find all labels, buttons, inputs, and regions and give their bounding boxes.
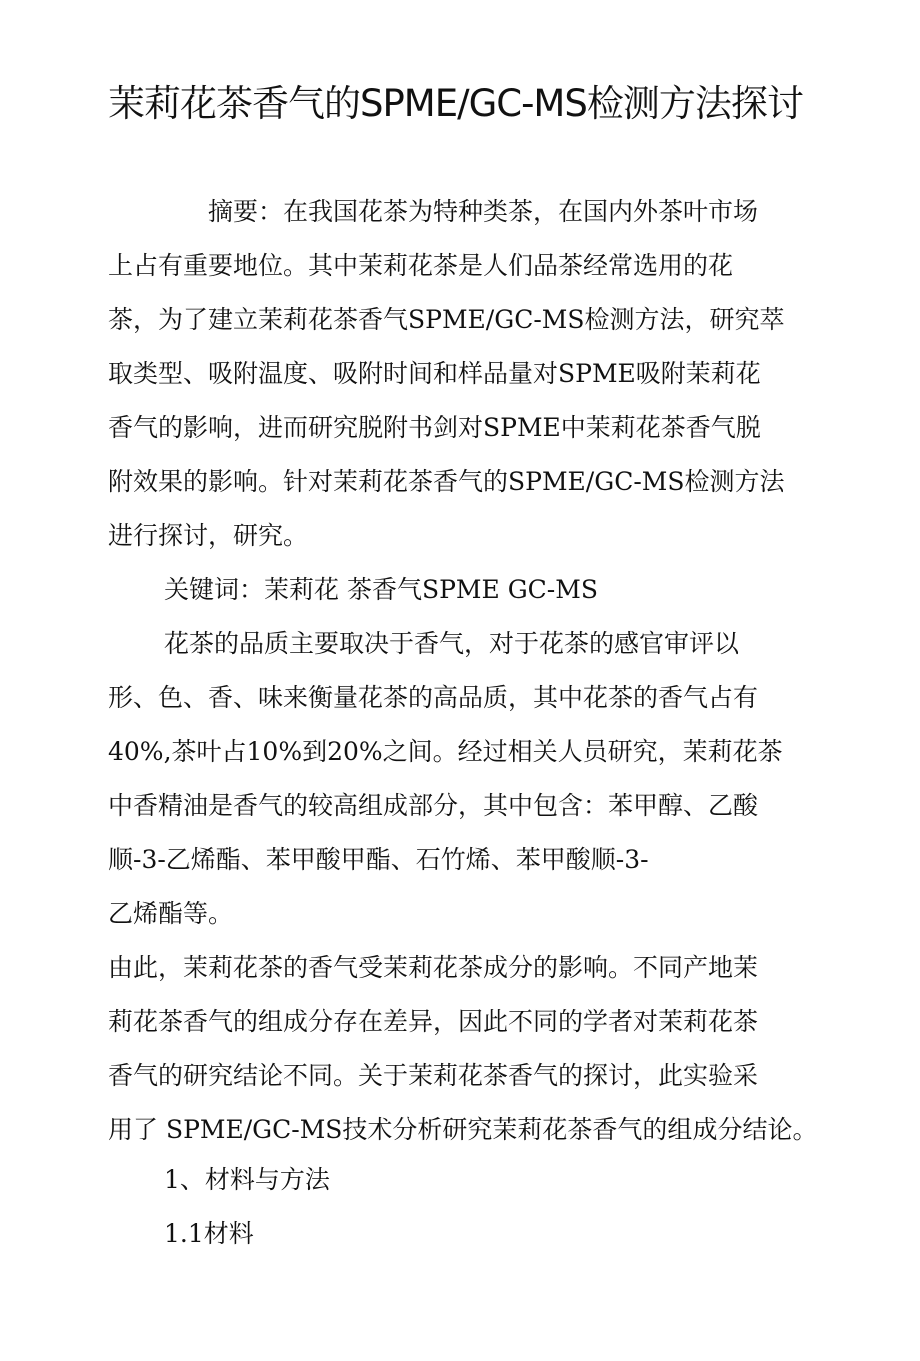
body-line: 莉花茶香气的组成分存在差异，因此不同的学者对茉莉花茶 — [108, 1007, 759, 1036]
body-line: 由此，茉莉花茶的香气受茉莉花茶成分的影响。不同产地茉 — [108, 953, 759, 982]
body-line: 顺-3-乙烯酯、苯甲酸甲酯、石竹烯、苯甲酸顺-3- — [108, 845, 649, 874]
abstract-line: 茶，为了建立茉莉花茶香气SPME/GC-MS检测方法，研究萃 — [108, 305, 785, 334]
abstract-line: 香气的影响，进而研究脱附书剑对SPME中茉莉花茶香气脱 — [108, 413, 761, 442]
abstract-line: 摘要：在我国花茶为特种类茶，在国内外茶叶市场 — [208, 197, 759, 226]
abstract-line: 取类型、吸附温度、吸附时间和样品量对SPME吸附茉莉花 — [108, 359, 761, 388]
abstract-line: 上占有重要地位。其中茉莉花茶是人们品茶经常选用的花 — [108, 251, 734, 280]
body-line: 花茶的品质主要取决于香气，对于花茶的感官审评以 — [164, 629, 740, 658]
section-heading: 1、材料与方法 — [164, 1165, 330, 1194]
abstract-line: 进行探讨，研究。 — [108, 521, 309, 550]
body-line: 40%,茶叶占10%到20%之间。经过相关人员研究，茉莉花茶 — [108, 737, 783, 766]
document-title: 茉莉花茶香气的SPME/GC-MS检测方法探讨 — [108, 82, 803, 125]
subsection-heading: 1.1材料 — [164, 1219, 254, 1248]
keywords-line: 关键词：茉莉花 茶香气SPME GC-MS — [164, 575, 598, 604]
body-line: 形、色、香、味来衡量花茶的高品质，其中花茶的香气占有 — [108, 683, 759, 712]
abstract-line: 附效果的影响。针对茉莉花茶香气的SPME/GC-MS检测方法 — [108, 467, 785, 496]
body-line: 用了 SPME/GC-MS技术分析研究茉莉花茶香气的组成分结论。 — [108, 1115, 818, 1144]
body-line: 香气的研究结论不同。关于茉莉花茶香气的探讨，此实验采 — [108, 1061, 759, 1090]
body-line: 乙烯酯等。 — [108, 899, 234, 928]
body-line: 中香精油是香气的较高组成部分，其中包含：苯甲醇、乙酸 — [108, 791, 759, 820]
